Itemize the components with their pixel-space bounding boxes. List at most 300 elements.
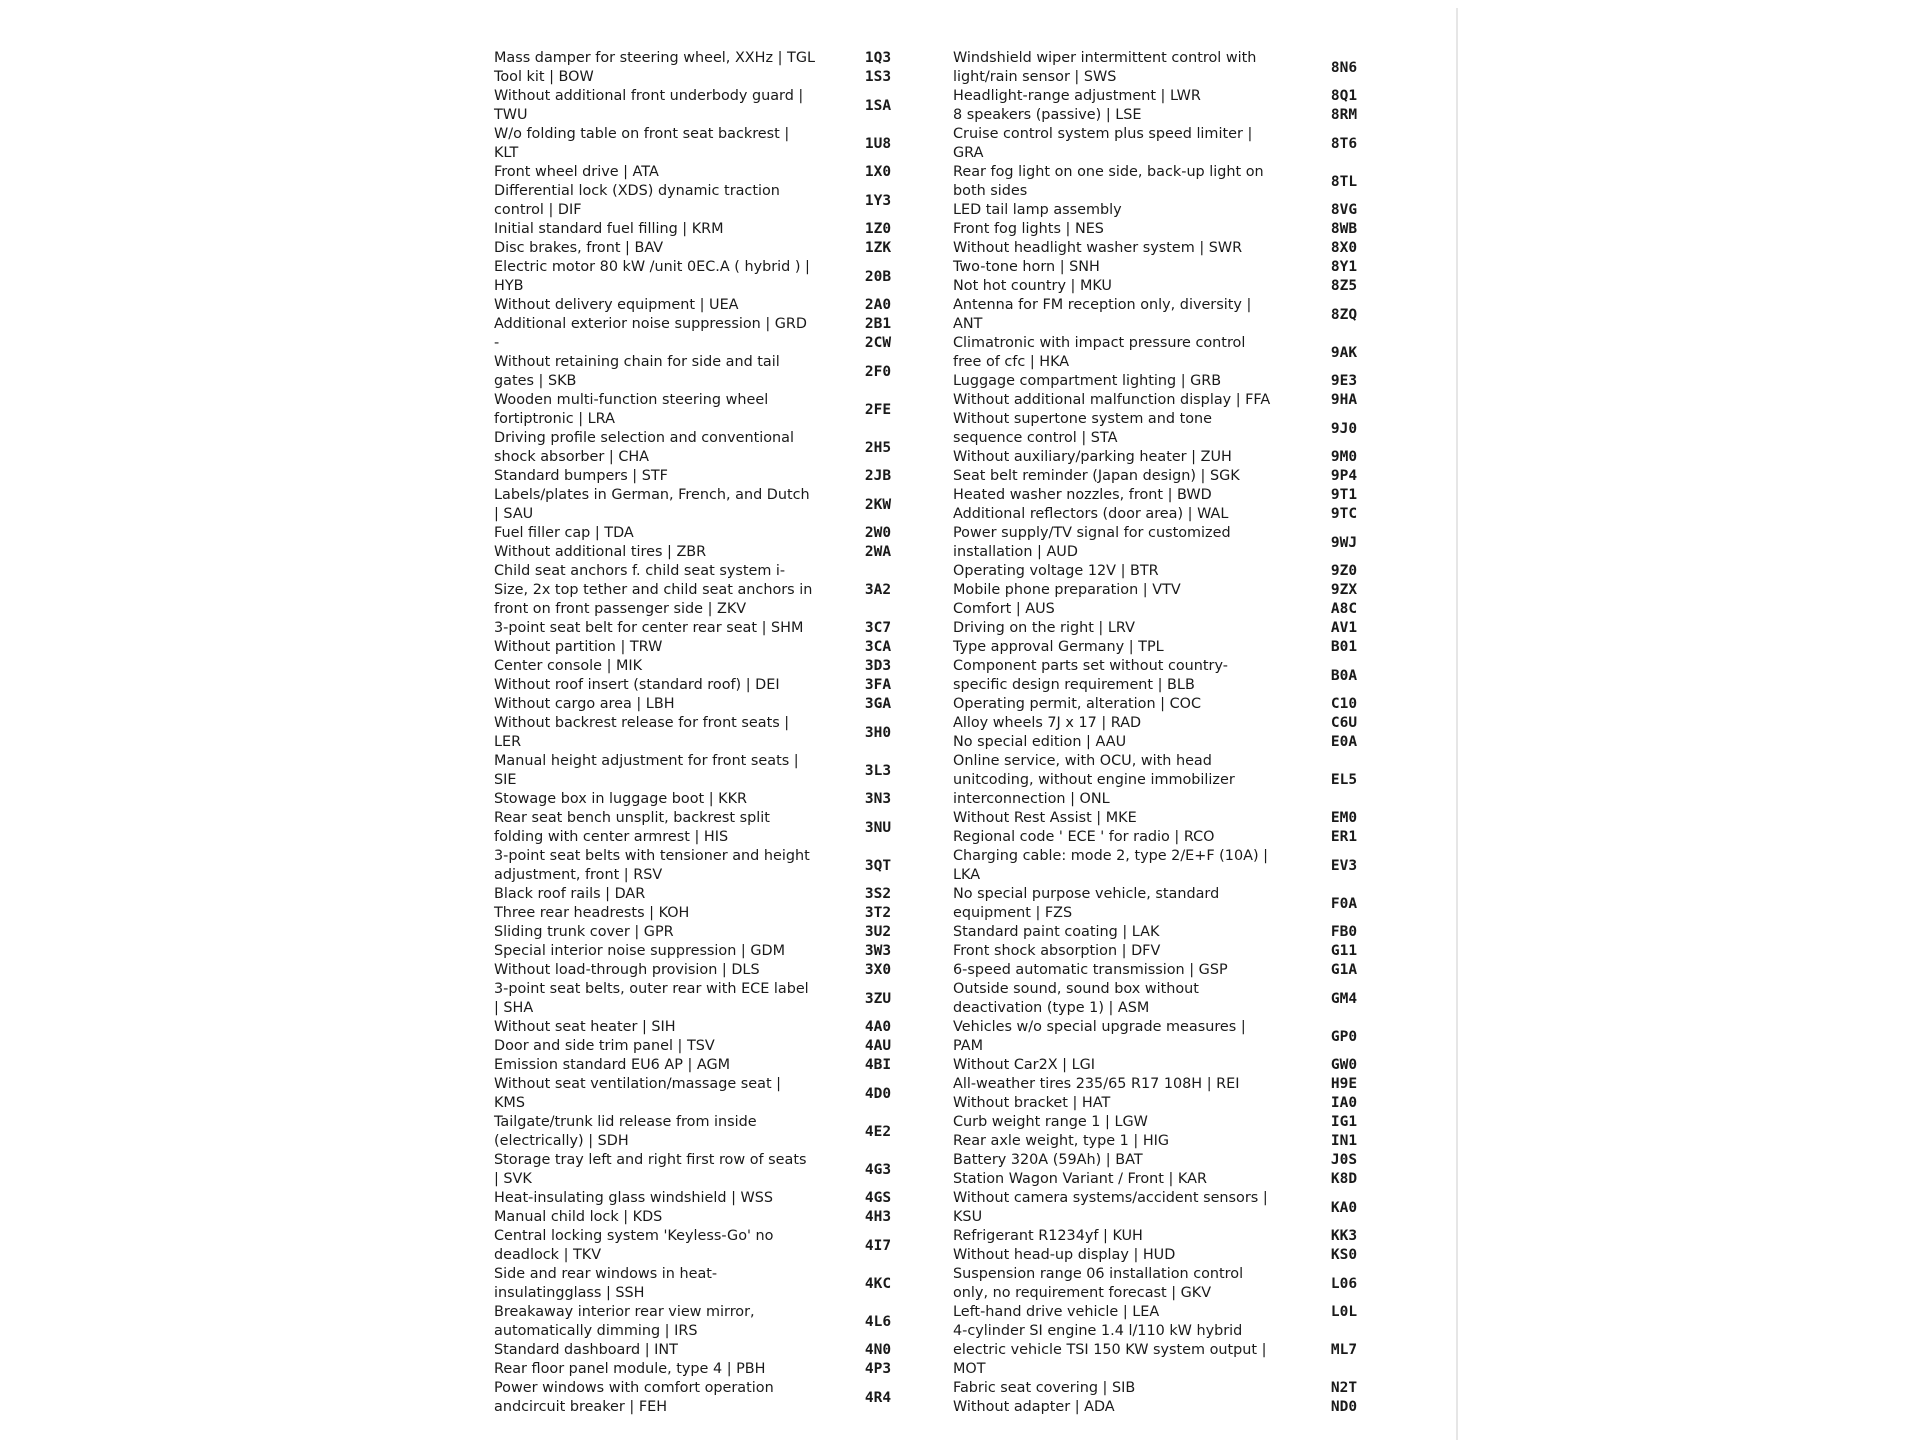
- equipment-row: [953, 961, 1403, 980]
- equipment-row: [953, 619, 1403, 638]
- equipment-description: Special interior noise suppression | GDM: [494, 943, 786, 959]
- equipment-code: 4H3: [864, 1209, 892, 1225]
- equipment-code: 3S2: [864, 886, 892, 902]
- equipment-description: 3-point seat belt for center rear seat | SHM: [494, 620, 804, 636]
- equipment-code: 4KC: [864, 1275, 892, 1292]
- equipment-description: Mobile phone preparation | VTV: [953, 582, 1181, 598]
- equipment-row: [953, 106, 1403, 125]
- equipment-code: C10: [1330, 696, 1358, 712]
- equipment-description: Side and rear windows in heat- insulatingglass | SSH: [494, 1266, 718, 1301]
- equipment-row: [953, 1151, 1403, 1170]
- equipment-row: [494, 296, 944, 315]
- equipment-description: Fuel filler cap | TDA: [494, 525, 634, 541]
- equipment-row: [494, 220, 944, 239]
- equipment-row: [494, 1075, 944, 1113]
- equipment-code: 4AU: [864, 1038, 892, 1054]
- equipment-code: 4P3: [864, 1361, 892, 1377]
- equipment-description: Without partition | TRW: [494, 639, 663, 655]
- equipment-description: No special purpose vehicle, standard equipment | FZS: [953, 886, 1220, 921]
- equipment-description: Without supertone system and tone sequence control | STA: [953, 411, 1213, 446]
- equipment-description: Central locking system 'Keyless-Go' no deadlock | TKV: [494, 1228, 774, 1263]
- equipment-description: Without delivery equipment | UEA: [494, 297, 739, 313]
- equipment-code: 4GS: [864, 1190, 892, 1206]
- equipment-code: L06: [1330, 1275, 1358, 1292]
- equipment-description: 6-speed automatic transmission | GSP: [953, 962, 1228, 978]
- equipment-code: 1Z0: [864, 221, 892, 237]
- equipment-description: Antenna for FM reception only, diversity | ANT: [953, 297, 1252, 332]
- equipment-description: Disc brakes, front | BAV: [494, 240, 664, 256]
- equipment-row: [494, 1018, 944, 1037]
- equipment-row: [494, 923, 944, 942]
- equipment-row: [494, 790, 944, 809]
- equipment-code: GW0: [1330, 1057, 1358, 1073]
- equipment-row: [494, 1227, 944, 1265]
- equipment-description: Regional code ' ECE ' for radio | RCO: [953, 829, 1215, 845]
- equipment-code: 3T2: [864, 905, 892, 921]
- equipment-code: 8RM: [1330, 107, 1358, 123]
- equipment-description: Without additional front underbody guard | TWU: [494, 88, 804, 123]
- equipment-description: Without Car2X | LGI: [953, 1057, 1096, 1073]
- equipment-description: Differential lock (XDS) dynamic traction control | DIF: [494, 183, 780, 218]
- equipment-row: [953, 410, 1403, 448]
- equipment-code: 9T1: [1330, 487, 1358, 503]
- page-edge-divider: [1456, 8, 1458, 1440]
- equipment-row: [953, 1189, 1403, 1227]
- equipment-description: Operating voltage 12V | BTR: [953, 563, 1159, 579]
- equipment-row: [494, 1037, 944, 1056]
- equipment-code: 3FA: [864, 677, 892, 693]
- equipment-code: 8WB: [1330, 221, 1358, 237]
- equipment-description: Rear fog light on one side, back-up light on both sides: [953, 164, 1264, 199]
- equipment-description: Curb weight range 1 | LGW: [953, 1114, 1148, 1130]
- equipment-row: [953, 828, 1403, 847]
- equipment-code: EL5: [1330, 772, 1358, 788]
- equipment-description: Luggage compartment lighting | GRB: [953, 373, 1222, 389]
- equipment-description: Without backrest release for front seats | LER: [494, 715, 790, 750]
- equipment-description: Fabric seat covering | SIB: [953, 1380, 1136, 1396]
- equipment-description: Initial standard fuel filling | KRM: [494, 221, 724, 237]
- equipment-row: [494, 619, 944, 638]
- equipment-code: 3NU: [864, 819, 892, 836]
- equipment-row: [953, 1265, 1403, 1303]
- equipment-description: Left-hand drive vehicle | LEA: [953, 1304, 1160, 1320]
- equipment-row: [953, 562, 1403, 581]
- equipment-code: 2FE: [864, 401, 892, 418]
- equipment-code: 8Y1: [1330, 259, 1358, 275]
- equipment-description: Without roof insert (standard roof) | DEI: [494, 677, 780, 693]
- equipment-row: [953, 448, 1403, 467]
- equipment-description: Without retaining chain for side and tail gates | SKB: [494, 354, 780, 389]
- equipment-row: [953, 1075, 1403, 1094]
- equipment-description: Rear seat bench unsplit, backrest split folding with center armrest | HIS: [494, 810, 770, 845]
- equipment-description: Two-tone horn | SNH: [953, 259, 1100, 275]
- equipment-description: Driving profile selection and conventional shock absorber | CHA: [494, 430, 794, 465]
- equipment-code: 2KW: [864, 496, 892, 513]
- equipment-description: Sliding trunk cover | GPR: [494, 924, 674, 940]
- equipment-row: [953, 220, 1403, 239]
- equipment-description: 4-cylinder SI engine 1.4 l/110 kW hybrid electric vehicle TSI 150 KW system output | MOT: [953, 1323, 1267, 1377]
- equipment-description: Standard paint coating | LAK: [953, 924, 1160, 940]
- equipment-code: EV3: [1330, 857, 1358, 874]
- equipment-code: 9ZX: [1330, 582, 1358, 598]
- equipment-row: [953, 752, 1403, 809]
- equipment-row: [953, 695, 1403, 714]
- equipment-row: [953, 1018, 1403, 1056]
- equipment-row: [953, 1170, 1403, 1189]
- equipment-row: [953, 809, 1403, 828]
- equipment-code: 4E2: [864, 1123, 892, 1140]
- equipment-row: [494, 49, 944, 68]
- equipment-row: [494, 847, 944, 885]
- equipment-code: FB0: [1330, 924, 1358, 940]
- equipment-row: [494, 486, 944, 524]
- equipment-row: [494, 1360, 944, 1379]
- equipment-code: L0L: [1330, 1304, 1358, 1320]
- equipment-code: IG1: [1330, 1114, 1358, 1130]
- equipment-row: [494, 524, 944, 543]
- equipment-row: [494, 87, 944, 125]
- equipment-description: Driving on the right | LRV: [953, 620, 1135, 636]
- equipment-row: [953, 942, 1403, 961]
- equipment-code: 8Z5: [1330, 278, 1358, 294]
- equipment-description: Manual height adjustment for front seats | SIE: [494, 753, 799, 788]
- equipment-description: Three rear headrests | KOH: [494, 905, 690, 921]
- equipment-row: [494, 942, 944, 961]
- equipment-description: Station Wagon Variant / Front | KAR: [953, 1171, 1207, 1187]
- equipment-row: [494, 353, 944, 391]
- equipment-description: Without headlight washer system | SWR: [953, 240, 1243, 256]
- equipment-description: Headlight-range adjustment | LWR: [953, 88, 1201, 104]
- equipment-code: E0A: [1330, 734, 1358, 750]
- equipment-description: Not hot country | MKU: [953, 278, 1112, 294]
- equipment-description: Wooden multi-function steering wheel fortiptronic | LRA: [494, 392, 769, 427]
- equipment-description: Without additional tires | ZBR: [494, 544, 707, 560]
- equipment-row: [494, 1265, 944, 1303]
- equipment-code: B0A: [1330, 667, 1358, 684]
- equipment-code: 4G3: [864, 1161, 892, 1178]
- equipment-code: GM4: [1330, 990, 1358, 1007]
- equipment-description: No special edition | AAU: [953, 734, 1127, 750]
- equipment-code: 3W3: [864, 943, 892, 959]
- equipment-code: 3U2: [864, 924, 892, 940]
- equipment-code: EM0: [1330, 810, 1358, 826]
- equipment-row: [494, 258, 944, 296]
- equipment-row: [953, 505, 1403, 524]
- equipment-row: [494, 980, 944, 1018]
- equipment-code: 8N6: [1330, 59, 1358, 76]
- equipment-description: 8 speakers (passive) | LSE: [953, 107, 1142, 123]
- equipment-code: 3A2: [864, 582, 892, 598]
- equipment-description: Mass damper for steering wheel, XXHz | TGL: [494, 50, 815, 66]
- equipment-description: Breakaway interior rear view mirror, automatically dimming | IRS: [494, 1304, 755, 1339]
- equipment-code: G1A: [1330, 962, 1358, 978]
- equipment-description: Tool kit | BOW: [494, 69, 594, 85]
- equipment-description: Climatronic with impact pressure control free of cfc | HKA: [953, 335, 1246, 370]
- equipment-description: Rear floor panel module, type 4 | PBH: [494, 1361, 766, 1377]
- equipment-code: 4L6: [864, 1313, 892, 1330]
- equipment-row: [953, 372, 1403, 391]
- equipment-code: 1Y3: [864, 192, 892, 209]
- equipment-description: Charging cable: mode 2, type 2/E+F (10A) | LKA: [953, 848, 1268, 883]
- equipment-code: 1ZK: [864, 240, 892, 256]
- equipment-description: Standard bumpers | STF: [494, 468, 668, 484]
- equipment-code: 8Q1: [1330, 88, 1358, 104]
- equipment-row: [953, 1398, 1403, 1417]
- equipment-row: [953, 600, 1403, 619]
- equipment-description: Front wheel drive | ATA: [494, 164, 659, 180]
- equipment-row: [494, 1113, 944, 1151]
- equipment-description: Seat belt reminder (Japan design) | SGK: [953, 468, 1240, 484]
- equipment-description: Electric motor 80 kW /unit 0EC.A ( hybrid ) | HYB: [494, 259, 810, 294]
- equipment-row: [953, 1094, 1403, 1113]
- right-column: [953, 49, 1403, 1417]
- equipment-description: Heat-insulating glass windshield | WSS: [494, 1190, 773, 1206]
- equipment-code: 9E3: [1330, 373, 1358, 389]
- equipment-code: 3ZU: [864, 990, 892, 1007]
- equipment-code: 4BI: [864, 1057, 892, 1073]
- equipment-row: [953, 486, 1403, 505]
- equipment-description: Power windows with comfort operation andcircuit breaker | FEH: [494, 1380, 774, 1415]
- equipment-description: Standard dashboard | INT: [494, 1342, 678, 1358]
- equipment-description: Power supply/TV signal for customized installation | AUD: [953, 525, 1231, 560]
- equipment-code: 2F0: [864, 363, 892, 380]
- equipment-description: Heated washer nozzles, front | BWD: [953, 487, 1212, 503]
- equipment-row: [494, 467, 944, 486]
- equipment-row: [953, 1132, 1403, 1151]
- equipment-code: 3H0: [864, 724, 892, 741]
- equipment-code: 8ZQ: [1330, 306, 1358, 323]
- equipment-code: 3CA: [864, 639, 892, 655]
- equipment-description: Without adapter | ADA: [953, 1399, 1115, 1415]
- equipment-description: 3-point seat belts with tensioner and height adjustment, front | RSV: [494, 848, 810, 883]
- equipment-row: [494, 1341, 944, 1360]
- equipment-description: Component parts set without country- specific design requirement | BLB: [953, 658, 1228, 693]
- equipment-code: 8X0: [1330, 240, 1358, 256]
- equipment-code: 2H5: [864, 439, 892, 456]
- equipment-row: [953, 201, 1403, 220]
- equipment-code: KA0: [1330, 1199, 1358, 1216]
- equipment-description: Front shock absorption | DFV: [953, 943, 1161, 959]
- equipment-row: [953, 1113, 1403, 1132]
- equipment-description: All-weather tires 235/65 R17 108H | REI: [953, 1076, 1240, 1092]
- equipment-row: [494, 125, 944, 163]
- equipment-row: [953, 714, 1403, 733]
- equipment-code: 1SA: [864, 97, 892, 114]
- equipment-code: 3L3: [864, 762, 892, 779]
- equipment-code: 9Z0: [1330, 563, 1358, 579]
- equipment-row: [494, 562, 944, 619]
- equipment-code: 9AK: [1330, 344, 1358, 361]
- equipment-code: 8TL: [1330, 173, 1358, 190]
- equipment-row: [953, 885, 1403, 923]
- equipment-description: Online service, with OCU, with head unitcoding, without engine immobilizer interconnection | ONL: [953, 753, 1235, 807]
- equipment-description: Manual child lock | KDS: [494, 1209, 663, 1225]
- equipment-row: [953, 258, 1403, 277]
- equipment-row: [953, 239, 1403, 258]
- equipment-row: [494, 239, 944, 258]
- equipment-description: Without load-through provision | DLS: [494, 962, 760, 978]
- equipment-row: [953, 277, 1403, 296]
- equipment-code: 9M0: [1330, 449, 1358, 465]
- equipment-row: [494, 543, 944, 562]
- equipment-row: [494, 1303, 944, 1341]
- equipment-description: Battery 320A (59Ah) | BAT: [953, 1152, 1143, 1168]
- equipment-description: Alloy wheels 7J x 17 | RAD: [953, 715, 1142, 731]
- equipment-code: GP0: [1330, 1028, 1358, 1045]
- equipment-row: [494, 809, 944, 847]
- equipment-description: Vehicles w/o special upgrade measures | PAM: [953, 1019, 1246, 1054]
- equipment-row: [494, 1056, 944, 1075]
- equipment-description: Child seat anchors f. child seat system i- Size, 2x top tether and child seat anchors in front on front passenger side | ZKV: [494, 563, 813, 617]
- equipment-code: 1Q3: [864, 50, 892, 66]
- equipment-row: [953, 638, 1403, 657]
- equipment-row: [494, 657, 944, 676]
- equipment-row: [953, 296, 1403, 334]
- equipment-row: [953, 923, 1403, 942]
- equipment-row: [494, 638, 944, 657]
- equipment-row: [953, 467, 1403, 486]
- equipment-code: AV1: [1330, 620, 1358, 636]
- equipment-code: 2WA: [864, 544, 892, 560]
- equipment-description: Without bracket | HAT: [953, 1095, 1111, 1111]
- equipment-code: IA0: [1330, 1095, 1358, 1111]
- equipment-code: F0A: [1330, 895, 1358, 912]
- equipment-description: Tailgate/trunk lid release from inside (electrically) | SDH: [494, 1114, 757, 1149]
- equipment-code: 2B1: [864, 316, 892, 332]
- equipment-code: 1X0: [864, 164, 892, 180]
- equipment-description: Emission standard EU6 AP | AGM: [494, 1057, 731, 1073]
- equipment-description: Refrigerant R1234yf | KUH: [953, 1228, 1143, 1244]
- equipment-row: [494, 752, 944, 790]
- equipment-row: [494, 676, 944, 695]
- equipment-description: Center console | MIK: [494, 658, 643, 674]
- equipment-code: N2T: [1330, 1380, 1358, 1396]
- equipment-row: [953, 980, 1403, 1018]
- equipment-row: [494, 163, 944, 182]
- equipment-description: Type approval Germany | TPL: [953, 639, 1164, 655]
- equipment-code: ND0: [1330, 1399, 1358, 1415]
- equipment-code: G11: [1330, 943, 1358, 959]
- equipment-description: Without camera systems/accident sensors | KSU: [953, 1190, 1268, 1225]
- equipment-code: 2JB: [864, 468, 892, 484]
- equipment-description: Rear axle weight, type 1 | HIG: [953, 1133, 1170, 1149]
- equipment-description: Stowage box in luggage boot | KKR: [494, 791, 748, 807]
- equipment-description: Without seat ventilation/massage seat | KMS: [494, 1076, 782, 1111]
- equipment-row: [953, 1246, 1403, 1265]
- equipment-code: 4I7: [864, 1237, 892, 1254]
- equipment-description: Outside sound, sound box without deactivation (type 1) | ASM: [953, 981, 1199, 1016]
- equipment-description: 3-point seat belts, outer rear with ECE label | SHA: [494, 981, 809, 1016]
- equipment-description: Front fog lights | NES: [953, 221, 1104, 237]
- equipment-code: 9J0: [1330, 420, 1358, 437]
- left-column: [494, 49, 944, 1417]
- equipment-code: B01: [1330, 639, 1358, 655]
- equipment-row: [953, 1056, 1403, 1075]
- equipment-description: Without additional malfunction display | FFA: [953, 392, 1271, 408]
- equipment-row: [953, 524, 1403, 562]
- equipment-code: 1S3: [864, 69, 892, 85]
- equipment-code: KK3: [1330, 1228, 1358, 1244]
- equipment-code: 3X0: [864, 962, 892, 978]
- equipment-row: [494, 1189, 944, 1208]
- equipment-row: [494, 695, 944, 714]
- equipment-code: KS0: [1330, 1247, 1358, 1263]
- equipment-row: [953, 334, 1403, 372]
- equipment-row: [494, 391, 944, 429]
- equipment-row: [953, 733, 1403, 752]
- equipment-row: [494, 885, 944, 904]
- equipment-code: 4N0: [864, 1342, 892, 1358]
- equipment-code: 3N3: [864, 791, 892, 807]
- equipment-row: [953, 125, 1403, 163]
- equipment-code: K8D: [1330, 1171, 1358, 1187]
- equipment-row: [494, 961, 944, 980]
- equipment-code: 8VG: [1330, 202, 1358, 218]
- equipment-code: 3GA: [864, 696, 892, 712]
- equipment-row: [494, 429, 944, 467]
- equipment-row: [494, 68, 944, 87]
- equipment-row: [494, 1151, 944, 1189]
- equipment-code: 2W0: [864, 525, 892, 541]
- equipment-description: Comfort | AUS: [953, 601, 1055, 617]
- equipment-description: Without Rest Assist | MKE: [953, 810, 1137, 826]
- equipment-description: Storage tray left and right first row of seats | SVK: [494, 1152, 807, 1187]
- equipment-description: Without auxiliary/parking heater | ZUH: [953, 449, 1232, 465]
- equipment-row: [494, 1208, 944, 1227]
- equipment-row: [953, 49, 1403, 87]
- equipment-code: 4R4: [864, 1389, 892, 1406]
- equipment-code: 9WJ: [1330, 534, 1358, 551]
- equipment-code: 4A0: [864, 1019, 892, 1035]
- equipment-row: [494, 714, 944, 752]
- equipment-code: 3D3: [864, 658, 892, 674]
- equipment-code: A8C: [1330, 601, 1358, 617]
- equipment-row: [953, 581, 1403, 600]
- equipment-description: Without cargo area | LBH: [494, 696, 675, 712]
- equipment-row: [494, 334, 944, 353]
- equipment-code: 2CW: [864, 335, 892, 351]
- equipment-row: [953, 1322, 1403, 1379]
- equipment-description: Without head-up display | HUD: [953, 1247, 1176, 1263]
- equipment-description: Additional exterior noise suppression | GRD: [494, 316, 807, 332]
- equipment-code: 9TC: [1330, 506, 1358, 522]
- equipment-code: 20B: [864, 268, 892, 285]
- equipment-description: LED tail lamp assembly: [953, 202, 1122, 218]
- equipment-row: [953, 657, 1403, 695]
- equipment-code: 9P4: [1330, 468, 1358, 484]
- equipment-row: [494, 1379, 944, 1417]
- equipment-description: Operating permit, alteration | COC: [953, 696, 1202, 712]
- equipment-description: Door and side trim panel | TSV: [494, 1038, 715, 1054]
- equipment-description: Windshield wiper intermittent control with light/rain sensor | SWS: [953, 50, 1257, 85]
- equipment-code: 8T6: [1330, 135, 1358, 152]
- equipment-row: [494, 315, 944, 334]
- equipment-description: -: [494, 335, 500, 351]
- equipment-description: W/o folding table on front seat backrest | KLT: [494, 126, 790, 161]
- equipment-code: C6U: [1330, 715, 1358, 731]
- equipment-row: [494, 904, 944, 923]
- equipment-code: IN1: [1330, 1133, 1358, 1149]
- equipment-row: [953, 163, 1403, 201]
- equipment-code: 4D0: [864, 1085, 892, 1102]
- equipment-code: ML7: [1330, 1342, 1358, 1358]
- equipment-description: Additional reflectors (door area) | WAL: [953, 506, 1229, 522]
- equipment-description: Suspension range 06 installation control only, no requirement forecast | GKV: [953, 1266, 1244, 1301]
- equipment-row: [953, 391, 1403, 410]
- equipment-row: [953, 87, 1403, 106]
- equipment-code: 1U8: [864, 135, 892, 152]
- equipment-row: [494, 182, 944, 220]
